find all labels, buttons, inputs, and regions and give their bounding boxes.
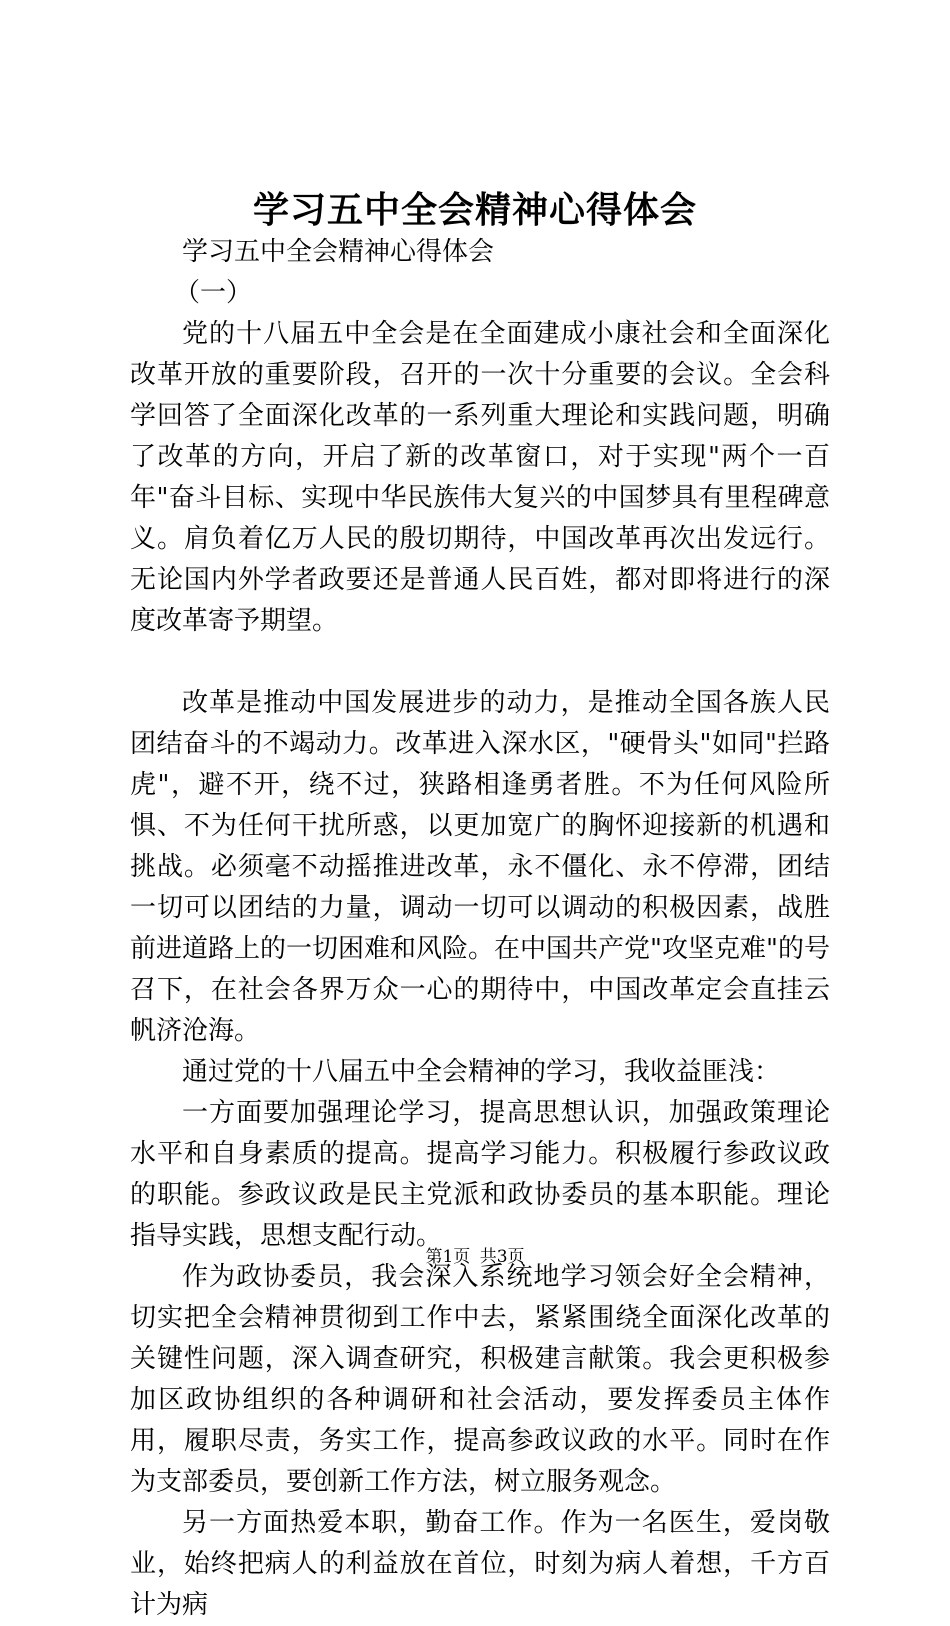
document-body <box>130 232 830 1626</box>
paragraph-1: 党的十八届五中全会是在全面建成小康社会和全面深化改革开放的重要阶段，召开的一次十分重要的会议。全会科学回答了全面深化改革的一系列重大理论和实践问题，明确了改革的方向，开启了新的改革窗口，对于实现"两个一百年"奋斗目标、实现中华民族伟大复兴的中国梦具有里程碑意义。肩负着亿万人民的殷切期待，中国改革再次出发远行。无论国内外学者政要还是普通人民百姓，都对即将进行的深度改革寄予期望。 <box>130 319 830 636</box>
paragraph-4: 一方面要加强理论学习，提高思想认识，加强政策理论水平和自身素质的提高。提高学习能力。积极履行参政议政的职能。参政议政是民主党派和政协委员的基本职能。理论指导实践，思想支配行动。 <box>130 1098 830 1251</box>
page-number: 第1页 <box>425 1247 471 1267</box>
paragraph-2: 改革是推动中国发展进步的动力，是推动全国各族人民团结奋斗的不竭动力。改革进入深水区，"硬骨头"如同"拦路虎"，避不开，绕不过，狭路相逢勇者胜。不为任何风险所惧、不为任何干扰所惑，以更加宽广的胸怀迎接新的机遇和挑战。必须毫不动摇推进改革，永不僵化、永不停滞，团结一切可以团结的力量，调动一切可以调动的积极因素，战胜前进道路上的一切困难和风险。在中国共产党"攻坚克难"的号召下，在社会各界万众一心的期待中，中国改革定会直挂云帆济沧海。 <box>130 688 830 1046</box>
page-footer <box>0 1246 950 1268</box>
paragraph-5: 作为政协委员，我会深入系统地学习领会好全会精神，切实把全会精神贯彻到工作中去，紧紧围绕全面深化改革的关键性问题，深入调查研究，积极建言献策。我会更积极参加区政协组织的各种调研和社会活动，要发挥委员主体作用，履职尽责，务实工作，提高参政议政的水平。同时在作为支部委员，要创新工作方法，树立服务观念。 <box>130 1262 830 1497</box>
document-subtitle: 学习五中全会精神心得体会 <box>182 237 495 267</box>
section-marker: （一） <box>174 278 253 308</box>
page-total: 共3页 <box>479 1247 525 1267</box>
paragraph-6: 另一方面热爱本职，勤奋工作。作为一名医生，爱岗敬业，始终把病人的利益放在首位，时刻为病人着想，千方百计为病 <box>130 1508 830 1620</box>
paragraph-3: 通过党的十八届五中全会精神的学习，我收益匪浅： <box>182 1057 781 1087</box>
document-title: 学习五中全会精神心得体会 <box>252 189 697 231</box>
